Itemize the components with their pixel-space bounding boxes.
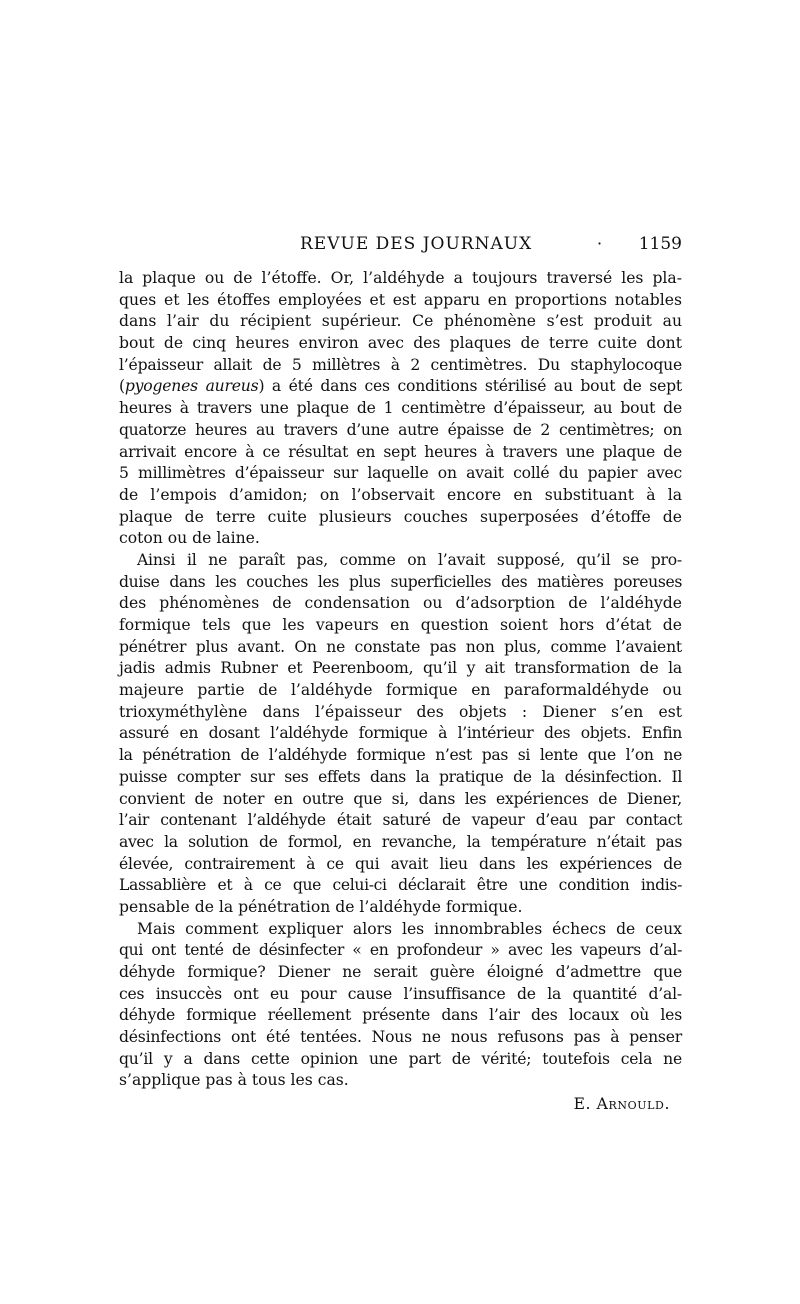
text-line: bout de cinq heures environ avec des plaques de terre cuite dont	[119, 334, 682, 353]
text-line: assuré en dosant l’aldéhyde formique à l’intérieur des objets. Enfin	[119, 724, 682, 743]
text-line: (pyogenes aureus) a été dans ces conditions stérilisé au bout de sept	[119, 377, 682, 396]
running-title: REVUE DES JOURNAUX	[300, 234, 533, 254]
text-line: dans l’air du récipient supérieur. Ce phénomène s’est produit au	[119, 312, 682, 331]
text-line: arrivait encore à ce résultat en sept heures à travers une plaque de	[119, 442, 682, 461]
text-line: coton ou de laine.	[119, 529, 260, 548]
text-line: élevée, contrairement à ce qui avait lieu dans les expériences de	[119, 854, 682, 873]
species-name: pyogenes aureus	[124, 377, 259, 396]
text-line: jadis admis Rubner et Peerenboom, qu’il y ait transformation de la	[119, 659, 682, 678]
text-line: Mais comment expliquer alors les innombrables échecs de ceux	[137, 919, 682, 938]
text-line: trioxyméthylène dans l’épaisseur des objets : Diener s’en est	[119, 702, 682, 721]
text-line: de l’empois d’amidon; on l’observait encore en substituant à la	[119, 485, 682, 504]
text-line: Ainsi il ne paraît pas, comme on l’avait supposé, qu’il se pro-	[137, 550, 682, 569]
page-header	[120, 234, 682, 260]
text-line: convient de noter en outre que si, dans les expériences de Diener,	[119, 789, 682, 808]
text-line: la pénétration de l’aldéhyde formique n’est pas si lente que l’on ne	[119, 746, 682, 765]
text-line: ques et les étoffes employées et est apparu en proportions notables	[119, 290, 682, 309]
text-line: pénétrer plus avant. On ne constate pas non plus, comme l’avaient	[119, 637, 682, 656]
text-line: Lassablière et à ce que celui-ci déclarait être une condition indis-	[119, 876, 682, 895]
text-line: qu’il y a dans cette opinion une part de vérité; toutefois cela ne	[119, 1049, 682, 1068]
text-line: pensable de la pénétration de l’aldéhyde formique.	[119, 897, 523, 916]
text-line: 5 millimètres d’épaisseur sur laquelle on avait collé du papier avec	[119, 464, 682, 483]
text-line: formique tels que les vapeurs en question soient hors d’état de	[119, 616, 682, 634]
text-line: désinfections ont été tentées. Nous ne nous refusons pas à penser	[119, 1028, 682, 1047]
text-line: qui ont tenté de désinfecter « en profondeur » avec les vapeurs d’al-	[119, 941, 682, 960]
text-line: majeure partie de l’aldéhyde formique en paraformaldéhyde ou	[119, 681, 682, 700]
text-line: déhyde formique réellement présente dans l’air des locaux où les	[119, 1006, 682, 1025]
text-line: l’air contenant l’aldéhyde était saturé de vapeur d’eau par contact	[119, 811, 682, 830]
text-line: déhyde formique? Diener ne serait guère éloigné d’admettre que	[119, 963, 682, 981]
text-line: s’applique pas à tous les cas.	[119, 1071, 349, 1090]
article-text	[119, 268, 682, 1116]
text-line: puisse compter sur ses effets dans la pratique de la désinfection. Il	[119, 767, 682, 786]
text-line: plaque de terre cuite plusieurs couches superposées d’étoffe de	[119, 507, 682, 526]
header-mark: ·	[597, 234, 603, 253]
text-line: l’épaisseur allait de 5 millètres à 2 centimètres. Du staphylocoque	[119, 355, 682, 374]
text-line: ces insuccès ont eu pour cause l’insuffisance de la quantité d’al-	[119, 984, 682, 1003]
author-signature: E. Arnould.	[573, 1095, 670, 1114]
text-line: duise dans les couches les plus superficielles des matières poreuses	[119, 572, 682, 591]
text-line: des phénomènes de condensation ou d’adsorption de l’aldéhyde	[119, 594, 682, 613]
page-number: 1159	[638, 234, 682, 254]
text-line: avec la solution de formol, en revanche, la température n’était pas	[119, 832, 682, 851]
text-line: heures à travers une plaque de 1 centimètre d’épaisseur, au bout de	[119, 399, 682, 418]
text-line: quatorze heures au travers d’une autre épaisse de 2 centimètres; on	[119, 420, 682, 439]
text-line: la plaque ou de l’étoffe. Or, l’aldéhyde a toujours traversé les pla-	[119, 269, 682, 287]
